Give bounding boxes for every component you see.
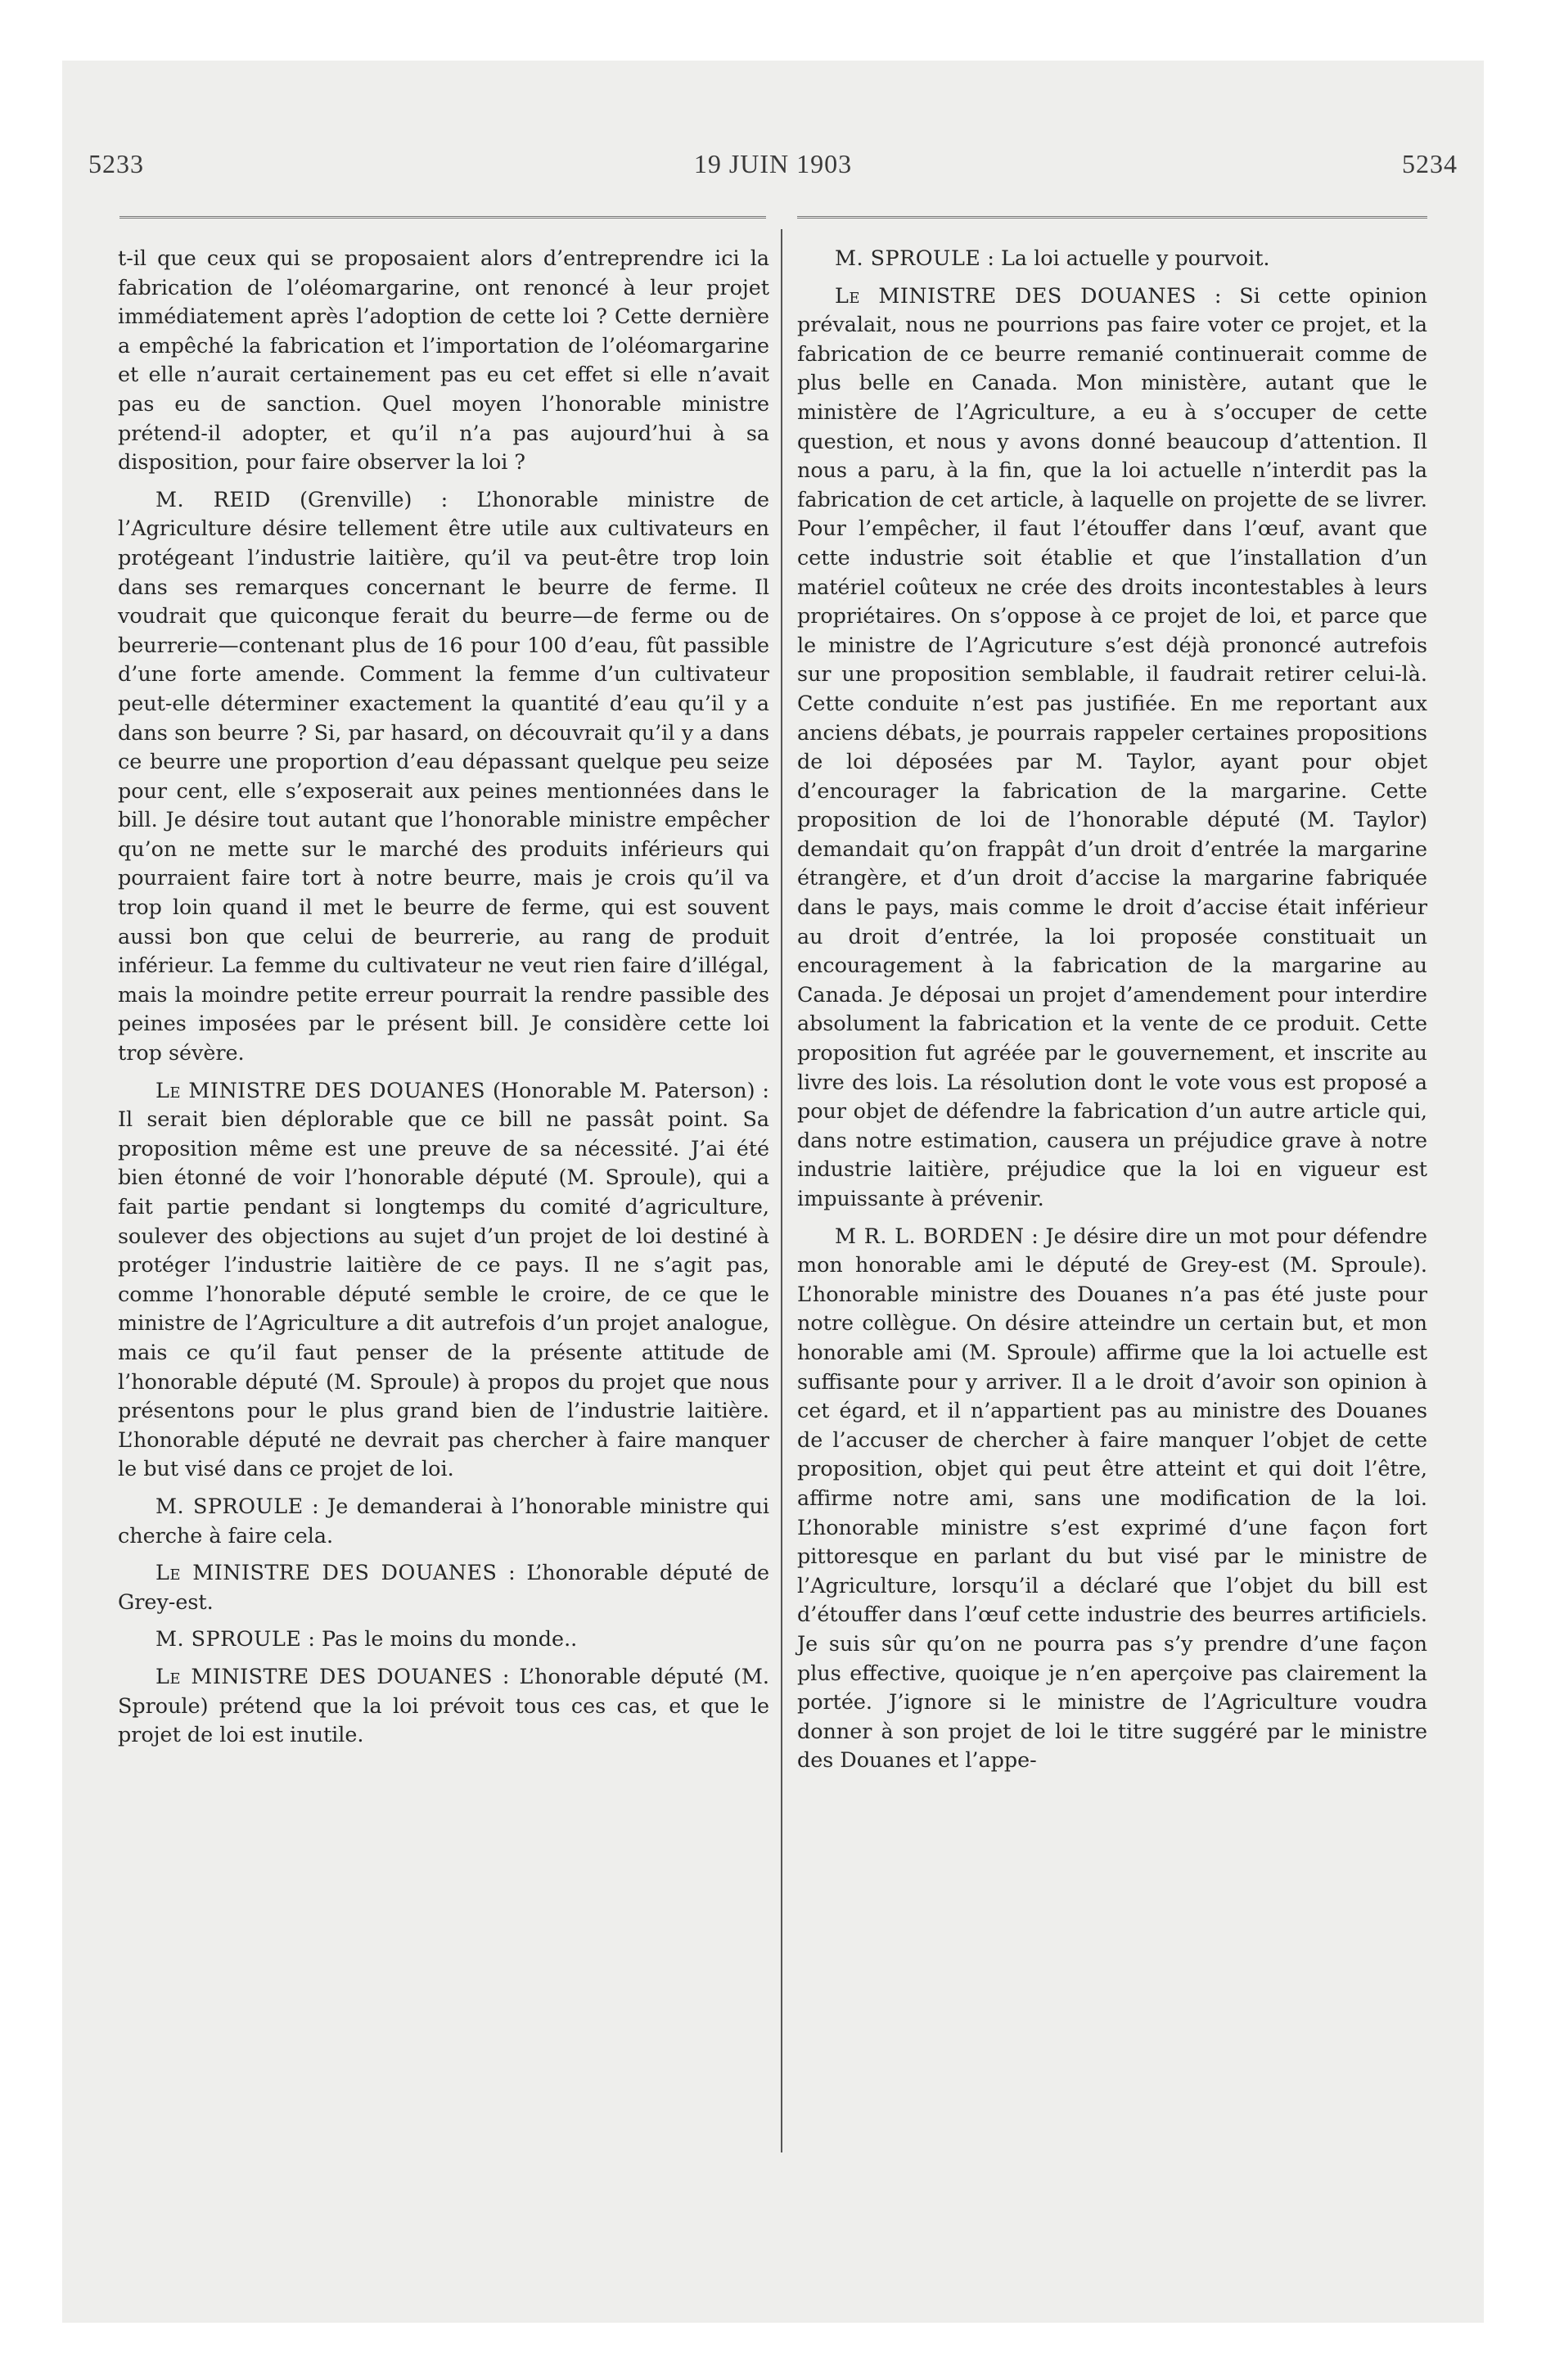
speaker-name: Le MINISTRE DES DOUANES: [156, 1663, 493, 1688]
paragraph: M R. L. BORDEN : Je désire dire un mot pour défendre mon honorable ami le député de Grey-est (M. Sproule). L’honorable ministre des Douanes n’a pas été juste pour notre collègue. On désire atteindre un certain but, et mon honorable ami (M. Sproule) affirme que la loi actuelle est suffisante pour y arriver. Il a le droit d’avoir son opinion à cet égard, et il n’appartient pas au ministre des Douanes de l’accuser de chercher à faire manquer l’objet de cette proposition, objet qui peut être atteint et qui doit l’être, affirme notre ami, sans une modification de la loi. L’honorable ministre s’est exprimé d’une façon fort pittoresque en parlant du but visé par le ministre de l’Agriculture, lorsqu’il a déclaré que l’objet du bill est d’étouffer dans l’œuf cette industrie des beurres artificiels. Je suis sûr qu’on ne pourra pas s’y prendre d’une façon plus effective, quoique je n’en aperçoive pas clairement la portée. J’ignore si le ministre de l’Agriculture voudra donner à son projet de loi le titre suggéré par le ministre des Douanes et l’appe-: [797, 1223, 1427, 1773]
paragraph: Le MINISTRE DES DOUANES : Si cette opinion prévalait, nous ne pourrions pas faire voter ce projet, et la fabrication de ce beurre remanié continuerait comme de plus belle en Canada. Mon ministère, autant que le ministère de l’Agriculture, a eu à s’occuper de cette question, et nous y avons donné beaucoup d’attention. Il nous a paru, à la fin, que la loi actuelle n’interdit pas la fabrication de cet article, à laquelle on projette de se livrer. Pour l’empêcher, il faut l’étouffer dans l’œuf, avant que cette industrie soit établie et que l’installation d’un matériel coûteux ne crée des droits incontestables à leurs propriétaires. On s’oppose à ce projet de loi, et parce que le ministre de l’Agricuture s’est déjà prononcé autrefois sur une proposition semblable, il faudrait retirer celui-là. Cette conduite n’est pas justifiée. En me reportant aux anciens débats, je pourrais rappeler certaines propositions de loi déposées par M. Taylor, ayant pour objet d’encourager la fabrication de la margarine. Cette proposition de loi de l’honorable député (M. Taylor) demandait qu’on frappât d’un droit d’entrée la margarine étrangère, et d’un droit d’accise la margarine fabriquée dans le pays, mais comme le droit d’accise était inférieur au droit d’entrée, la loi proposée constituait un encouragement à la fabrication de la margarine au Canada. Je déposai un projet d’amendement pour interdire absolument la fabrication et la vente de ce produit. Cette proposition fut agréée par le gouvernement, et inscrite au livre des lois. La résolution dont le vote vous est proposé a pour objet de défendre la fabrication d’un autre article qui, dans notre estimation, causera un préjudice grave à notre industrie laitière, préjudice que la loi en vigueur est impuissante à prévenir.: [797, 282, 1427, 1210]
paragraph: M. SPROULE : Pas le moins du monde..: [156, 1626, 578, 1652]
page-header: [62, 149, 1484, 190]
left-column: [118, 244, 769, 1758]
speaker-name: Le MINISTRE DES DOUANES: [835, 282, 1197, 308]
speaker-name: M. SPROULE: [156, 1493, 304, 1518]
paragraph: M. SPROULE : Je demanderai à l’honorable ministre qui cherche à faire cela.: [118, 1493, 769, 1548]
paragraph: t-il que ceux qui se proposaient alors d’entreprendre ici la fabrication de l’oléomargarine, ont renoncé à leur projet immédiatement après l’adoption de cette loi ? Cette dernière a empêché la fabrication et l’importation de l’oléomargarine et elle n’aurait certainement pas eu cet effet si elle n’avait pas eu de sanction. Quel moyen l’honorable ministre prétend-il adopter, et qu’il n’a pas aujourd’hui à sa disposition, pour faire observer la loi ?: [118, 246, 769, 475]
page-number-left: 5233: [88, 149, 144, 178]
speaker-name: Le MINISTRE DES DOUANES: [156, 1077, 486, 1102]
speaker-name: M. SPROULE: [835, 246, 981, 270]
right-column: [797, 244, 1427, 1783]
header-date: 19 JUIN 1903: [693, 149, 853, 178]
page-number-right: 5234: [1402, 149, 1458, 178]
paragraph: Le MINISTRE DES DOUANES (Honorable M. Paterson) : Il serait bien déplorable que ce bill ne passât point. Sa proposition même est une preuve de sa nécessité. J’ai été bien étonné de voir l’honorable député (M. Sproule), qui a fait partie pendant si longtemps du comité d’agriculture, soulever des objections au sujet d’un projet de loi destiné à protéger l’industrie laitière de ce pays. Il ne s’agit pas, comme l’honorable député semble le croire, de ce que le ministre de l’Agriculture a dit autrefois d’un projet analogue, mais ce qu’il faut penser de la présente attitude de l’honorable député (M. Sproule) à propos du projet que nous présentons pour le plus grand bien de l’industrie laitière. L’honorable député ne devrait pas chercher à faire manquer le but visé dans ce projet de loi.: [118, 1077, 769, 1481]
paragraph: M. REID (Grenville) : L’honorable ministre de l’Agriculture désire tellement être utile aux cultivateurs en protégeant l’industrie laitière, qu’il va peut-être trop loin dans ses remarques concernant le beurre de ferme. Il voudrait que quiconque ferait du beurre—de ferme ou de beurrerie—contenant plus de 16 pour 100 d’eau, fût passible d’une forte amende. Comment la femme d’un cultivateur peut-elle déterminer exactement la quantité d’eau qu’il y a dans son beurre ? Si, par hasard, on découvrait qu’il y a dans ce beurre une proportion d’eau dépassant quelque peu seize pour cent, elle s’exposerait aux peines mentionnées dans le bill. Je désire tout autant que l’honorable ministre empêcher qu’on ne mette sur le marché des produits inférieurs qui pourraient faire tort à notre beurre, mais je crois qu’il va trop loin quand il met le beurre de ferme, qui est souvent aussi bon que celui de beurrerie, au rang de produit inférieur. La femme du cultivateur ne veut rien faire d’illégal, mais la moindre petite erreur pourrait la rendre passible des peines imposées par le présent bill. Je considère cette loi trop sévère.: [118, 486, 769, 1066]
document-page: [62, 61, 1484, 2323]
paragraph: Le MINISTRE DES DOUANES : L’honorable député de Grey-est.: [118, 1560, 770, 1614]
paragraph: M. SPROULE : La loi actuelle y pourvoit.: [835, 246, 1270, 270]
paragraph: Le MINISTRE DES DOUANES : L’honorable député (M. Sproule) prétend que la loi prévoit tous ces cas, et que le projet de loi est inutile.: [118, 1663, 770, 1747]
column-divider: [781, 229, 782, 2152]
header-rule-left: [119, 216, 766, 219]
speaker-name: M R. L. BORDEN: [835, 1223, 1025, 1248]
speaker-name: M. REID: [156, 486, 271, 512]
speaker-name: M. SPROULE: [156, 1626, 302, 1652]
speaker-name: Le MINISTRE DES DOUANES: [156, 1560, 498, 1585]
header-rule-right: [797, 216, 1427, 219]
